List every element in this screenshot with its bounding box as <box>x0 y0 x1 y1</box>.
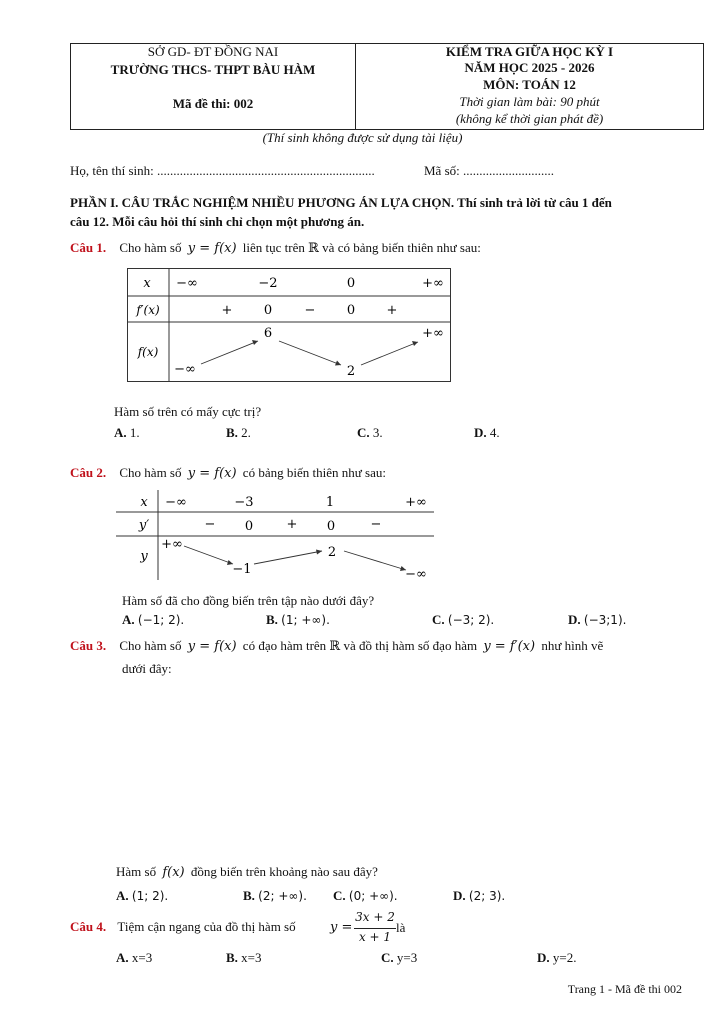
q3-option-b[interactable]: B. (2; +∞). <box>243 888 307 903</box>
q1-question: Hàm số trên có mấy cực trị? <box>114 404 262 419</box>
q2-val-3: −∞ <box>405 567 427 582</box>
q3-option-a[interactable]: A. (1; 2). <box>116 888 169 903</box>
q1-sign-0: + <box>221 303 233 318</box>
q4-label: Câu 4. <box>70 919 107 934</box>
q1-x-3: +∞ <box>422 276 444 291</box>
q2-label: Câu 2. <box>70 465 107 480</box>
q1-row-fprime: f′(x) <box>136 303 160 317</box>
duration: Thời gian làm bài: 90 phút <box>459 94 600 109</box>
q1-sign-2: − <box>304 303 316 318</box>
q2-sign-3: 0 <box>326 519 336 534</box>
q2-sign-1: 0 <box>244 519 254 534</box>
q2-arrow-down-2 <box>344 551 406 570</box>
page-footer: Trang 1 - Mã đề thi 002 <box>567 982 682 996</box>
duration-note: (không kể thời gian phát đề) <box>455 111 604 126</box>
q2-row-x: x <box>140 495 148 510</box>
q2-sign-2: + <box>286 517 298 532</box>
q1-val-0: −∞ <box>174 362 196 377</box>
q2-text-b: có bảng biến thiên như sau: <box>242 465 386 480</box>
q2-formula: y = f(x) <box>187 466 237 481</box>
q1-option-c[interactable]: C. 3. <box>357 425 383 440</box>
q3-option-c[interactable]: C. (0; +∞). <box>333 888 398 903</box>
q1-row-x: x <box>143 276 151 291</box>
q1-x-1: −2 <box>258 276 278 291</box>
q2-sign-0: − <box>204 517 216 532</box>
q4-text-b: là <box>396 920 406 935</box>
q1-option-d[interactable]: D. 4. <box>474 425 500 440</box>
q1-variation-table <box>127 268 452 383</box>
q2-sign-4: − <box>370 517 382 532</box>
q4-denominator: x + 1 <box>358 930 392 944</box>
q4-text: Tiệm cận ngang của đồ thị hàm số <box>117 919 296 934</box>
q2-option-c[interactable]: C. (−3; 2). <box>432 612 495 627</box>
q2-stem <box>70 465 386 481</box>
q2-option-b[interactable]: B. (1; +∞). <box>266 612 330 627</box>
q2-arrow-down-1 <box>184 546 233 564</box>
q2-variation-table <box>116 490 436 582</box>
q1-sign-3: 0 <box>346 303 356 318</box>
q1-arrow-up-2 <box>361 342 418 365</box>
exam-code: Mã đề thi: 002 <box>172 96 254 111</box>
q1-val-1: 6 <box>263 326 273 341</box>
q2-val-1: −1 <box>232 562 252 577</box>
q3-text-c: như hình vẽ <box>541 638 604 653</box>
q2-question: Hàm số đã cho đồng biến trên tập nào dưới đây? <box>122 593 375 608</box>
q2-option-a[interactable]: A. (−1; 2). <box>122 612 185 627</box>
q3-graph-area <box>115 680 595 850</box>
q3-text-d: dưới đây: <box>122 661 172 676</box>
q3-label: Câu 3. <box>70 638 107 653</box>
q1-val-2: 2 <box>346 364 356 379</box>
q3-question: Hàm số f(x) đồng biến trên khoảng nào sau đây? <box>116 864 378 880</box>
q1-formula: y = f(x) <box>187 241 237 256</box>
q1-text: Cho hàm số <box>119 240 182 255</box>
subject: MÔN: TOÁN 12 <box>483 77 576 92</box>
q1-option-a[interactable]: A. 1. <box>114 425 140 440</box>
q4-option-a[interactable]: A. x=3 <box>116 950 153 965</box>
q3-option-d[interactable]: D. (2; 3). <box>453 888 506 903</box>
q1-arrow-down <box>279 341 341 365</box>
student-id-field: Mã số: ............................ <box>424 163 554 178</box>
q2-row-y: y <box>140 549 148 564</box>
q1-row-f: f(x) <box>137 345 159 359</box>
q4-fraction-bar <box>354 928 396 929</box>
q3-formula-2: y = f′(x) <box>483 639 536 654</box>
department-name: SỞ GD- ĐT ĐỒNG NAI <box>147 44 279 59</box>
q2-option-d[interactable]: D. (−3;1). <box>568 612 627 627</box>
q1-sign-1: 0 <box>263 303 273 318</box>
q2-x-0: −∞ <box>165 495 187 510</box>
part1-heading: PHẦN I. CÂU TRẮC NGHIỆM NHIỀU PHƯƠNG ÁN LỰA CHỌN. Thí sinh trả lời từ câu 1 đến <box>70 195 612 210</box>
q1-x-0: −∞ <box>176 276 198 291</box>
q3-stem <box>70 638 603 654</box>
q1-option-b[interactable]: B. 2. <box>226 425 251 440</box>
q4-option-b[interactable]: B. x=3 <box>226 950 262 965</box>
school-year: NĂM HỌC 2025 - 2026 <box>464 60 595 75</box>
q1-stem <box>70 240 481 256</box>
q3-text: Cho hàm số <box>119 638 182 653</box>
q4-option-c[interactable]: C. y=3 <box>381 950 418 965</box>
q2-val-0: +∞ <box>161 537 183 552</box>
q2-val-2: 2 <box>327 545 337 560</box>
q3-formula: y = f(x) <box>187 639 237 654</box>
q3-text-b: có đạo hàm trên ℝ và đồ thị hàm số đạo hàm <box>242 638 478 653</box>
q1-label: Câu 1. <box>70 240 107 255</box>
q2-x-1: −3 <box>234 495 254 510</box>
q4-y: y = <box>330 920 353 935</box>
q2-x-2: 1 <box>325 495 335 510</box>
q4-numerator: 3x + 2 <box>355 910 395 924</box>
student-name-field: Họ, tên thí sinh: ................................................................... <box>70 163 375 178</box>
q2-arrow-up <box>254 551 322 564</box>
q4-option-d[interactable]: D. y=2. <box>537 950 577 965</box>
q2-x-3: +∞ <box>405 495 427 510</box>
school-name: TRƯỜNG THCS- THPT BÀU HÀM <box>110 62 316 77</box>
q1-x-2: 0 <box>346 276 356 291</box>
exam-header <box>70 43 704 130</box>
q2-row-yprime: y′ <box>138 518 150 533</box>
q1-text-b: liên tục trên ℝ và có bảng biến thiên như sau: <box>242 240 481 255</box>
q1-sign-4: + <box>386 303 398 318</box>
notice: (Thí sinh không được sử dụng tài liệu) <box>262 130 463 145</box>
q4-stem <box>70 919 296 935</box>
exam-title: KIỂM TRA GIỮA HỌC KỲ I <box>445 44 614 59</box>
part1-heading-line2: câu 12. Mỗi câu hỏi thí sinh chỉ chọn một phương án. <box>70 214 365 229</box>
q1-arrow-up-1 <box>201 341 258 364</box>
q1-val-3: +∞ <box>422 326 444 341</box>
q2-text: Cho hàm số <box>119 465 182 480</box>
